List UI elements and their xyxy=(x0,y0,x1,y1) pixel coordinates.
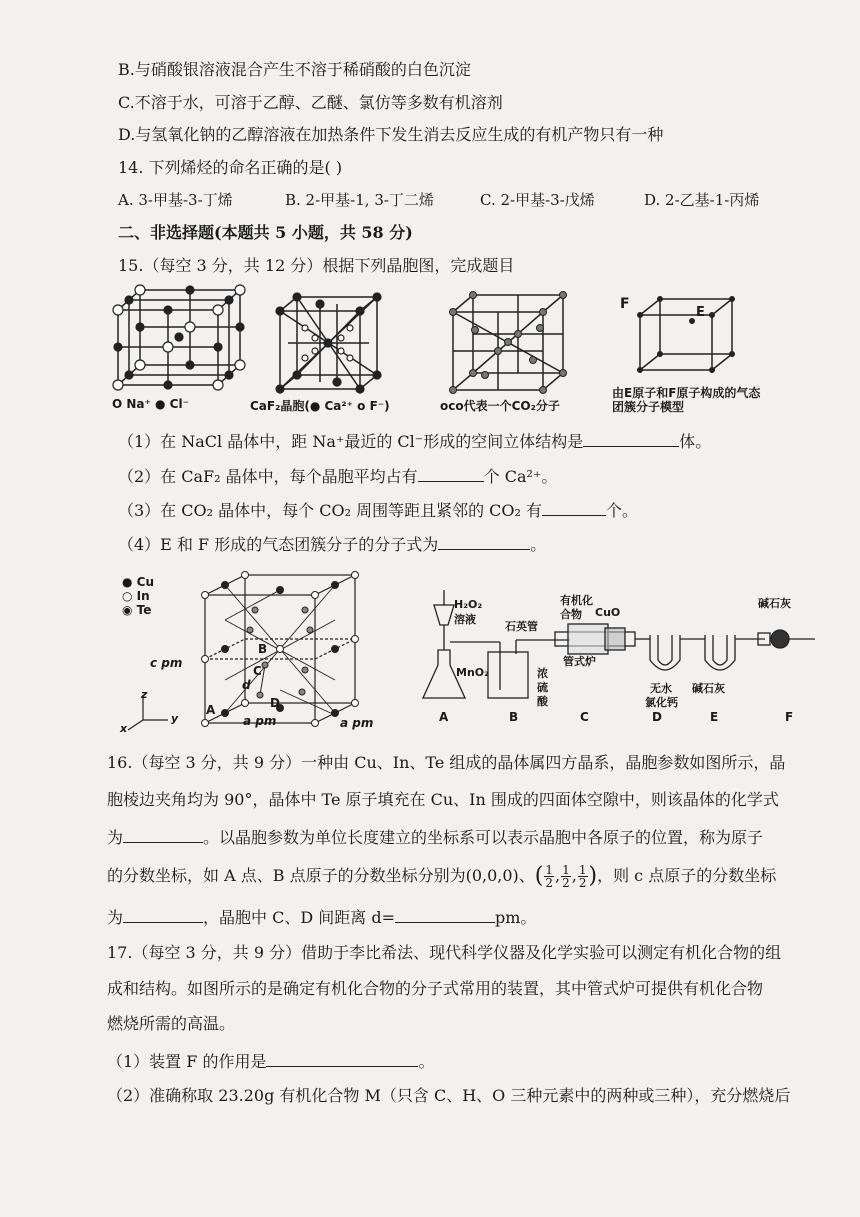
q15-sub4-tail: 。 xyxy=(530,535,547,554)
q16-line-3: 为 。以晶胞参数为单位长度建立的坐标系可以表示晶胞中各原子的位置，称为原子 xyxy=(107,828,764,847)
h2so4-label-1: 浓 xyxy=(537,667,548,680)
organic-label: 有机化 xyxy=(560,594,593,607)
q16-distance-blank[interactable] xyxy=(395,906,495,923)
q15-sub2 xyxy=(118,465,557,487)
a-pm-label-2: a pm xyxy=(340,716,374,730)
q16-line-2: 胞棱边夹角均为 90°，晶体中 Te 原子填充在 Cu、In 围成的四面体空隙中，则该晶体的化学式 xyxy=(107,790,779,809)
cuinte-unit-cell-figure xyxy=(190,570,390,730)
co2-caption: oco代表一个CO₂分子 xyxy=(440,399,560,413)
frac-1: $\frac{1}{2}$ xyxy=(545,863,554,890)
q17-line-1: 17.（每空 3 分，共 9 分）借助于李比希法、现代科学仪器及化学实验可以测定有机化合物的组 xyxy=(107,943,782,962)
q15-sub3-text: （3）在 CO₂ 晶体中，每个 CO₂ 周围等距且紧邻的 CO₂ 有 xyxy=(118,501,543,520)
q15-sub3-answer-blank[interactable] xyxy=(542,499,606,516)
a-pm-label-1: a pm xyxy=(243,714,277,728)
legend-cu: ● Cu xyxy=(122,575,155,589)
q16-formula-blank[interactable] xyxy=(123,826,203,843)
q14-option-b: B. 2-甲基-1, 3-丁二烯 xyxy=(285,191,434,209)
coord-a: (0,0,0) xyxy=(465,866,519,885)
q17-sub2: （2）准确称取 23.20g 有机化合物 M（只含 C、H、O 三种元素中的两种或三种），充分燃烧后 xyxy=(107,1086,791,1105)
label-e: E xyxy=(696,305,705,320)
q15-sub4-answer-blank[interactable] xyxy=(438,533,530,550)
q13-option-c: C.不溶于水，可溶于乙醇、乙醚、氯仿等多数有机溶剂 xyxy=(118,93,503,112)
axis-y: y xyxy=(171,712,179,725)
q15-sub4-text: （4）E 和 F 形成的气态团簇分子的分子式为 xyxy=(118,535,439,554)
furnace-label: 管式炉 xyxy=(563,655,596,668)
organic-label-2: 合物 xyxy=(560,608,582,621)
quartz-tube-label: 石英管 xyxy=(505,620,538,633)
h2o2-label: H₂O₂ xyxy=(454,598,483,611)
q15-stem: 15.（每空 3 分，共 12 分）根据下列晶胞图，完成题目 xyxy=(118,256,515,275)
soda-lime-label-e: 碱石灰 xyxy=(692,682,725,695)
apparatus-f-label: F xyxy=(785,710,794,724)
mno2-label: MnO₂ xyxy=(456,666,489,679)
cluster-caption: 由E原子和F原子构成的气态团簇分子模型 xyxy=(612,386,761,414)
apparatus-d-label: D xyxy=(652,710,662,724)
cacl2-label-1: 无水 xyxy=(650,682,672,695)
q13-option-d: D.与氢氧化钠的乙醇溶液在加热条件下发生消去反应生成的有机产物只有一种 xyxy=(118,125,664,144)
q17-sub1: （1）装置 F 的作用是 。 xyxy=(107,1052,435,1071)
q17-sub1-answer-blank[interactable] xyxy=(266,1050,418,1067)
caf2-caption: CaF₂晶胞(● Ca²⁺ o F⁻) xyxy=(250,399,390,413)
section-2-header: 二、非选择题(本题共 5 小题，共 58 分) xyxy=(118,223,413,242)
point-a: A xyxy=(206,703,216,717)
legend-in: ○ In xyxy=(122,589,150,603)
q15-sub3-tail: 个。 xyxy=(606,501,639,520)
label-f: F xyxy=(620,296,630,312)
q14-option-d: D. 2-乙基-1-丙烯 xyxy=(644,191,760,209)
c-pm-label: c pm xyxy=(150,656,183,670)
q16-coord-blank[interactable] xyxy=(123,906,203,923)
q17-line-3: 燃烧所需的高温。 xyxy=(107,1014,236,1033)
point-d: D xyxy=(270,696,280,710)
apparatus-b-label: B xyxy=(509,710,519,724)
point-c: C xyxy=(253,664,262,678)
nacl-caption: O Na⁺ ● Cl⁻ xyxy=(112,397,189,411)
q14-option-c: C. 2-甲基-3-戊烯 xyxy=(480,191,595,209)
axis-z: z xyxy=(141,688,148,701)
q17-line-2: 成和结构。如图所示的是确定有机化合物的分子式常用的装置，其中管式炉可提供有机化合物 xyxy=(107,979,764,998)
q13-option-b: B.与硝酸银溶液混合产生不溶于稀硝酸的白色沉淀 xyxy=(118,60,471,79)
apparatus-e-label: E xyxy=(710,710,719,724)
q15-sub2-answer-blank[interactable] xyxy=(418,465,484,482)
apparatus-a-label: A xyxy=(439,710,449,724)
q15-sub2-tail: 个 Ca²⁺。 xyxy=(483,467,558,486)
q14-option-a: A. 3-甲基-3-丁烯 xyxy=(118,191,233,209)
apparatus-c-label: C xyxy=(580,710,589,724)
cacl2-label-2: 氯化钙 xyxy=(645,696,678,709)
q16-line-1: 16.（每空 3 分，共 9 分）一种由 Cu、In、Te 组成的晶体属四方晶系，晶胞参数如图所示，晶 xyxy=(107,753,786,772)
h2so4-label-2: 硫 xyxy=(537,681,548,694)
q15-sub1-text: （1）在 NaCl 晶体中，距 Na⁺最近的 Cl⁻形成的空间立体结构是 xyxy=(118,432,584,451)
q14-stem: 14. 下列烯烃的命名正确的是( ) xyxy=(118,158,343,177)
h2so4-label-3: 酸 xyxy=(537,695,548,708)
legend-te: ◉ Te xyxy=(122,603,152,617)
distance-d-label: d xyxy=(242,678,251,692)
q15-sub1 xyxy=(118,430,711,452)
frac-3: $\frac{1}{2}$ xyxy=(578,863,587,890)
q15-sub3 xyxy=(118,499,638,521)
point-b: B xyxy=(258,642,268,656)
cuo-label: CuO xyxy=(595,606,621,619)
co2-unit-cell-figure xyxy=(445,290,570,395)
q15-sub1-answer-blank[interactable] xyxy=(583,430,679,447)
axis-x: x xyxy=(120,722,128,735)
q15-sub1-tail: 体。 xyxy=(679,432,712,451)
q15-sub4 xyxy=(118,533,546,555)
nacl-unit-cell-figure xyxy=(110,285,250,395)
q15-sub2-text: （2）在 CaF₂ 晶体中，每个晶胞平均占有 xyxy=(118,467,418,486)
soda-lime-label-f: 碱石灰 xyxy=(758,597,791,610)
q16-line-4: 的分数坐标，如 A 点、B 点原子的分数坐标分别为(0,0,0)、( $\frac{1}{2}$ , $\frac{1}{2}$ , $\frac{1}{2}$ )，则 c 点原子的分数坐标 xyxy=(107,863,777,890)
q16-line-5: 为 ，晶胞中 C、D 间距离 d= pm。 xyxy=(107,908,537,927)
h2o2-solution-label: 溶液 xyxy=(454,613,476,626)
caf2-unit-cell-figure xyxy=(275,293,385,393)
frac-2: $\frac{1}{2}$ xyxy=(562,863,570,890)
cluster-molecule-figure xyxy=(620,293,740,373)
